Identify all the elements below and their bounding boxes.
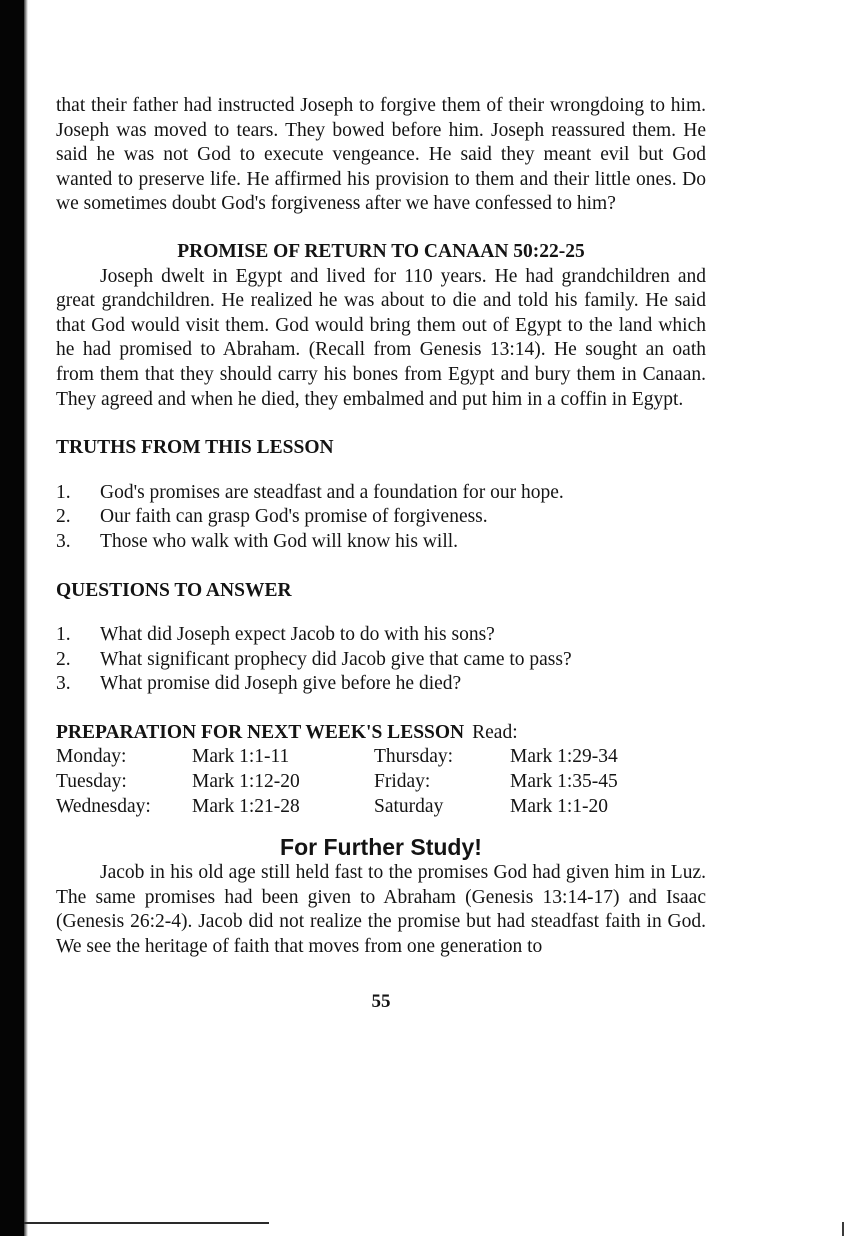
further-study-body: Jacob in his old age still held fast to the promises God had given him in Luz. The same promises had been given to Abraham (Genesis 13:14-17) and Isaac (Genesis 26:2-4). Jacob did not realize the promise but had steadfast faith in God. We see the heritage of faith that moves from one generation to	[56, 862, 706, 958]
scan-right-tick	[842, 1222, 844, 1236]
list-item-number: 2.	[56, 506, 71, 528]
list-item-number: 1.	[56, 624, 71, 646]
day-cell: Saturday	[374, 795, 444, 817]
scan-bottom-line	[24, 1222, 269, 1224]
list-item-text: What promise did Joseph give before he died?	[100, 673, 462, 695]
list-item-text: What did Joseph expect Jacob to do with his sons?	[100, 624, 495, 646]
list-item	[56, 505, 706, 530]
reference-cell: Mark 1:35-45	[510, 771, 618, 793]
list-item	[56, 481, 706, 506]
list-item	[56, 623, 706, 648]
list-item-number: 3.	[56, 673, 71, 695]
questions-heading: QUESTIONS TO ANSWER	[56, 579, 292, 601]
list-item	[56, 648, 706, 673]
preparation-heading: PREPARATION FOR NEXT WEEK'S LESSON	[56, 721, 465, 743]
list-item-number: 1.	[56, 481, 71, 503]
list-item-text: Those who walk with God will know his will.	[100, 530, 459, 552]
reference-cell: Mark 1:1-20	[510, 795, 609, 817]
promise-section-title: PROMISE OF RETURN TO CANAAN 50:22-25	[177, 240, 585, 262]
binding-shadow	[24, 0, 28, 1236]
reference-cell: Mark 1:12-20	[192, 771, 300, 793]
list-item	[56, 672, 706, 697]
day-cell: Monday:	[56, 746, 127, 768]
intro-paragraph: that their father had instructed Joseph to forgive them of their wrongdoing to him. Joseph was moved to tears. They bowed before him. Joseph reassured them. He said he was not God to execute vengeance. He said they meant evil but God wanted to preserve life. He affirmed his provision to them and their little ones. Do we sometimes doubt God's forgiveness after we have confessed to him?	[56, 95, 706, 215]
reference-cell: Mark 1:29-34	[510, 746, 618, 768]
day-cell: Tuesday:	[56, 771, 127, 793]
page-number: 55	[371, 990, 391, 1012]
table-row	[56, 795, 618, 820]
further-study-title: For Further Study!	[280, 834, 482, 861]
promise-section-body: Joseph dwelt in Egypt and lived for 110 years. He had grandchildren and great grandchildren. He realized he was about to die and told his family. He said that God would visit them. God would bring them out of Egypt to the land which he had promised to Abraham. (Recall from Genesis 13:14). He sought an oath from them that they should carry his bones from Egypt and bury them in Canaan. They agreed and when he died, they embalmed and put him in a coffin in Egypt.	[56, 265, 706, 410]
day-cell: Wednesday:	[56, 795, 151, 817]
day-cell: Friday:	[374, 771, 431, 793]
list-item-text: God's promises are steadfast and a foundation for our hope.	[100, 481, 564, 503]
page-binding-edge	[0, 0, 24, 1236]
list-item-number: 3.	[56, 530, 71, 552]
list-item-text: Our faith can grasp God's promise of forgiveness.	[100, 506, 488, 528]
table-row	[56, 745, 618, 770]
truths-heading: TRUTHS FROM THIS LESSON	[56, 437, 334, 459]
reference-cell: Mark 1:21-28	[192, 795, 300, 817]
book-page	[56, 94, 706, 1014]
preparation-heading-line	[56, 721, 706, 746]
table-row	[56, 770, 618, 795]
read-label: Read:	[472, 721, 518, 743]
list-item-number: 2.	[56, 648, 71, 670]
reference-cell: Mark 1:1-11	[192, 746, 290, 768]
list-item-text: What significant prophecy did Jacob give that came to pass?	[100, 648, 572, 670]
reading-schedule	[56, 745, 618, 819]
truths-list	[56, 481, 706, 555]
day-cell: Thursday:	[374, 746, 454, 768]
list-item	[56, 530, 706, 555]
questions-list	[56, 623, 706, 697]
